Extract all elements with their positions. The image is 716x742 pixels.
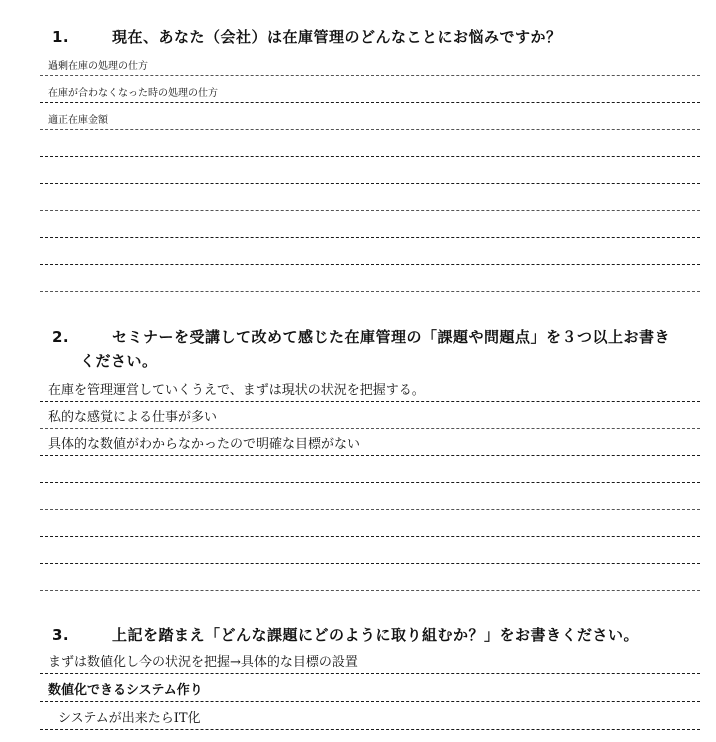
answer-1-row-2: [40, 77, 700, 103]
answer-line: [40, 401, 700, 402]
question-2-number: 2.: [52, 328, 70, 346]
answer-1-row-9: [40, 266, 700, 292]
answer-line: [40, 428, 700, 429]
answer-line: [40, 210, 700, 211]
answer-line: [40, 183, 700, 184]
answer-1-text-3: 適正在庫金額: [48, 115, 108, 126]
question-1-heading: [52, 26, 562, 47]
answer-line: [40, 729, 700, 730]
answer-3-row-1: [40, 648, 700, 674]
answer-2-row-6: [40, 511, 700, 537]
answer-2-text-2: 私的な感覚による仕事が多い: [48, 410, 218, 425]
answer-3-row-2: [40, 676, 700, 702]
question-3-number: 3.: [52, 626, 70, 644]
answer-1-text-1: 過剰在庫の処理の仕方: [48, 61, 148, 72]
answer-1-row-7: [40, 212, 700, 238]
answer-line: [40, 536, 700, 537]
answer-2-row-5: [40, 484, 700, 510]
answer-line: [40, 482, 700, 483]
answer-1-row-5: [40, 158, 700, 184]
question-2-heading: [52, 326, 671, 370]
answer-3-row-3: [40, 704, 700, 730]
question-3-text: 上記を踏まえ「どんな課題にどのように取り組むか？」をお書きください。: [112, 626, 640, 644]
answer-1-row-6: [40, 185, 700, 211]
answer-line: [40, 590, 700, 591]
answer-1-row-1: [40, 50, 700, 76]
answer-2-text-3: 具体的な数値がわからなかったので明確な目標がない: [48, 437, 361, 452]
answer-1-row-8: [40, 239, 700, 265]
answer-line: [40, 509, 700, 510]
answer-line: [40, 563, 700, 564]
answer-1-text-2: 在庫が合わなくなった時の処理の仕方: [48, 88, 218, 99]
answer-1-row-4: [40, 131, 700, 157]
answer-line: [40, 701, 700, 702]
answer-2-text-1: 在庫を管理運営していくうえで、まずは現状の状況を把握する。: [48, 383, 425, 398]
answer-3-text-3: システムが出来たらIT化: [58, 711, 201, 726]
answer-line: [40, 102, 700, 103]
question-2-text-continued: ください。: [80, 352, 158, 370]
answer-2-row-7: [40, 538, 700, 564]
answer-line: [40, 75, 700, 76]
question-1-number: 1.: [52, 28, 70, 46]
answer-2-row-2: [40, 403, 700, 429]
answer-line: [40, 237, 700, 238]
answer-1-row-3: [40, 104, 700, 130]
answer-2-row-8: [40, 565, 700, 591]
answer-line: [40, 673, 700, 674]
answer-line: [40, 156, 700, 157]
answer-2-row-1: [40, 376, 700, 402]
answer-2-row-4: [40, 457, 700, 483]
question-2-text: セミナーを受講して改めて感じた在庫管理の「課題や問題点」を３つ以上お書き: [112, 328, 671, 346]
answer-3-text-2: 数値化できるシステム作り: [48, 683, 203, 698]
answer-line: [40, 129, 700, 130]
answer-3-text-1: まずは数値化し今の状況を把握→具体的な目標の設置: [48, 655, 358, 670]
question-1-text: 現在、あなた（会社）は在庫管理のどんなことにお悩みですか？: [112, 28, 562, 46]
answer-line: [40, 455, 700, 456]
question-3-heading: [52, 624, 639, 645]
answer-2-row-3: [40, 430, 700, 456]
answer-line: [40, 291, 700, 292]
answer-line: [40, 264, 700, 265]
